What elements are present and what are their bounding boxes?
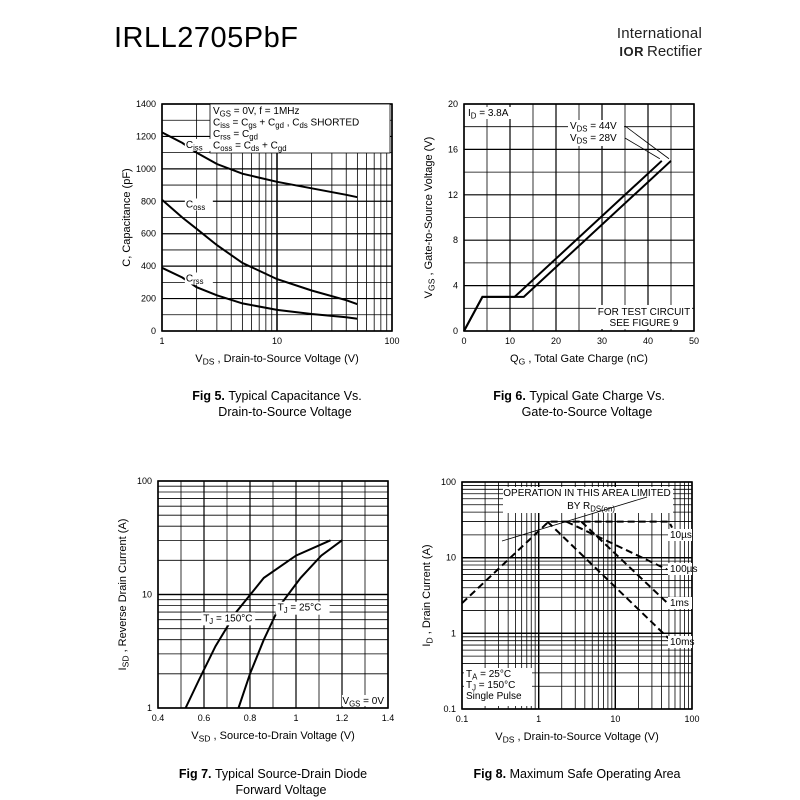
fig7-x-tick-label: 0.4 (151, 713, 165, 723)
fig6-y-tick-label: 20 (447, 99, 458, 109)
fig6-y-axis-label: $V_{GS}$ , Gate-to-Source Voltage (V) (423, 136, 437, 299)
fig8-y-axis-label: $I_D$ , Drain Current (A) (421, 544, 435, 647)
fig6-x-axis-label: $Q_G$ , Total Gate Charge (nC) (510, 353, 648, 367)
ior-logo-text: IOR (619, 44, 644, 59)
fig5-y-tick-label: 1000 (135, 163, 156, 174)
fig7-caption: Fig 7. Typical Source-Drain Diode (178, 767, 368, 781)
fig5-y-tick-label: 200 (140, 293, 156, 304)
fig8-y-tick-label: 10 (445, 552, 456, 563)
fig7-x-tick-label: 0.8 (243, 713, 257, 723)
brand-line-2: Rectifier (646, 43, 702, 60)
fig6-y-tick-label: 4 (452, 280, 458, 291)
fig6-test-note: FOR TEST CIRCUIT (597, 307, 691, 318)
fig5-chart (121, 99, 400, 419)
fig7-caption-line-2: Forward Voltage (235, 783, 327, 797)
fig5-legend-line: $C_{iss} = C_{gs} + C_{gd}$ , $C_{ds}$ SHORTED (213, 117, 360, 130)
fig6-x-tick-label: 0 (461, 336, 467, 346)
fig8-condition: Single Pulse (466, 691, 522, 702)
fig7-y-axis-label: $I_{SD}$ , Reverse Drain Current (A) (117, 518, 131, 671)
fig8-pulse-label: 100µs (670, 564, 698, 575)
fig5-curve-label: $C_{oss}$ (185, 199, 206, 212)
fig8-x-axis-label: $V_{DS}$ , Drain-to-Source Voltage (V) (495, 731, 659, 745)
fig8-x-tick-label: 100 (684, 714, 700, 724)
fig5-y-tick-label: 400 (140, 261, 156, 272)
fig6-vds-label: $V_{DS} = 44V$ (570, 121, 617, 134)
fig6-y-tick-label: 8 (452, 235, 458, 246)
fig8-y-tick-label: 100 (440, 477, 456, 487)
fig8-series-2 (581, 522, 667, 604)
fig8-annotation: OPERATION IN THIS AREA LIMITED (503, 488, 671, 499)
fig5-curve-label: $C_{rss}$ (185, 273, 204, 286)
fig6-x-tick-label: 10 (504, 336, 516, 346)
fig5-x-tick-label: 10 (271, 336, 283, 346)
part-number: IRLL2705PbF (114, 22, 299, 54)
fig7-x-tick-label: 1 (293, 713, 299, 723)
fig7-curve-label: $T_J = 150^\circ C$ (203, 613, 253, 626)
fig8-x-tick-label: 1 (536, 714, 542, 724)
fig8-series-0 (462, 522, 672, 604)
fig6-y-tick-label: 0 (452, 326, 458, 336)
fig5-legend-line: $C_{oss} = C_{ds} + C_{gd}$ (213, 140, 287, 153)
fig6-test-note: SEE FIGURE 9 (609, 318, 679, 329)
fig5-x-axis-label: $V_{DS}$ , Drain-to-Source Voltage (V) (195, 353, 359, 367)
fig8-y-tick-label: 0.1 (443, 704, 456, 714)
fig6-vds-label: $V_{DS} = 28V$ (570, 133, 617, 146)
fig6-caption: Fig 6. Typical Gate Charge Vs. (493, 389, 665, 403)
fig8-y-tick-label: 1 (450, 628, 456, 639)
fig7-y-tick-label: 10 (141, 589, 152, 600)
fig5-caption: Fig 5. Typical Capacitance Vs. (192, 389, 362, 403)
fig8-condition: $T_A = 25^\circ C$ (466, 669, 512, 682)
fig5-caption-line-2: Drain-to-Source Voltage (218, 405, 352, 419)
fig7-vgs-note: $V_{GS} = 0V$ (342, 696, 384, 709)
fig8-x-tick-label: 10 (610, 714, 621, 724)
fig5-y-tick-label: 1400 (135, 99, 156, 109)
fig6-x-tick-label: 20 (550, 336, 562, 346)
fig8-pulse-label: 10µs (670, 530, 692, 541)
fig5-x-tick-label: 1 (159, 336, 165, 346)
fig8-pulse-label: 10ms (670, 637, 695, 648)
fig5-legend-line: $C_{rss} = C_{gd}$ (213, 129, 258, 142)
fig6-y-tick-label: 16 (447, 144, 458, 155)
fig6-caption-line-2: Gate-to-Source Voltage (521, 405, 653, 419)
fig7-grid (158, 481, 388, 708)
fig5-x-tick-label: 100 (384, 336, 400, 346)
fig5-y-tick-label: 0 (150, 326, 156, 336)
fig6-x-tick-label: 50 (688, 336, 700, 346)
fig7-chart (117, 476, 394, 797)
fig6-chart (423, 99, 699, 419)
fig8-x-tick-label: 0.1 (455, 714, 469, 724)
fig7-curve-label: $T_J = 25^\circ C$ (277, 602, 322, 616)
fig7-x-tick-label: 1.4 (381, 713, 395, 723)
fig5-y-tick-label: 800 (140, 196, 156, 207)
fig7-x-tick-label: 0.6 (197, 713, 211, 723)
fig5-y-axis-label: C, Capacitance (pF) (121, 168, 133, 267)
fig6-y-tick-label: 12 (447, 189, 458, 200)
fig7-y-tick-label: 1 (146, 703, 152, 713)
fig8-condition: $T_J = 150^\circ C$ (466, 680, 516, 693)
brand-line-1: International (616, 25, 702, 42)
fig7-x-tick-label: 1.2 (335, 713, 349, 723)
fig8-chart (421, 477, 700, 781)
fig7-x-axis-label: $V_{SD}$ , Source-to-Drain Voltage (V) (191, 730, 355, 744)
fig7-y-tick-label: 100 (136, 476, 152, 486)
fig6-x-tick-label: 40 (642, 336, 654, 346)
fig6-x-tick-label: 30 (596, 336, 608, 346)
fig8-pulse-label: 1ms (670, 598, 689, 609)
fig8-caption: Fig 8. Maximum Safe Operating Area (473, 767, 681, 781)
fig6-id-note: $I_D = 3.8A$ (468, 108, 509, 121)
fig5-y-tick-label: 600 (140, 228, 156, 239)
fig5-curve-label: $C_{iss}$ (185, 139, 203, 153)
fig5-series-1 (162, 200, 357, 305)
fig8-annotation: BY $R_{DS(on)}$ (567, 501, 615, 514)
fig5-legend-line: $V_{GS} = 0V$, f = 1MHz (213, 106, 300, 119)
fig5-y-tick-label: 1200 (135, 131, 156, 142)
